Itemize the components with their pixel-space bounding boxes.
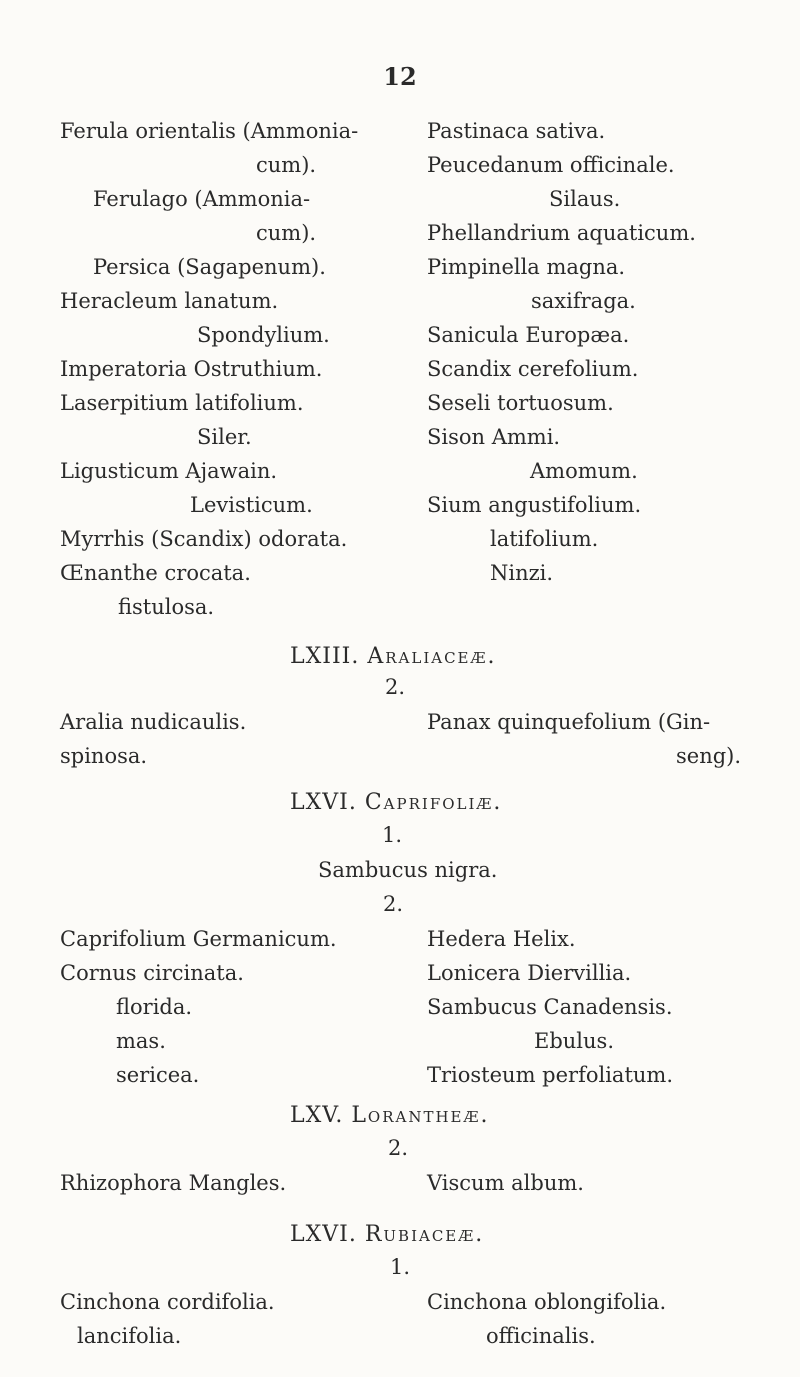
list-item: Sison Ammi. [427, 425, 561, 449]
list-item: Phellandrium aquaticum. [427, 221, 696, 245]
section-name: Rubiaceæ. [364, 1222, 485, 1247]
section-numeral: LXVI. [290, 790, 357, 815]
list-item: fistulosa. [118, 595, 215, 619]
section-name: Araliaceæ. [367, 644, 497, 669]
section-heading-rubiaceae [290, 1222, 484, 1247]
list-item: Sium angustifolium. [427, 493, 642, 517]
page-number: 12 [383, 62, 417, 91]
section-heading-lorantheae [290, 1103, 490, 1128]
subsection-number: 1. [382, 823, 403, 847]
list-item: spinosa. [60, 744, 148, 768]
subsection-number: 2. [388, 1136, 409, 1160]
list-item: Œnanthe crocata. [60, 561, 251, 585]
list-item: Panax quinquefolium (Gin- [427, 710, 711, 734]
list-item: Seseli tortuosum. [427, 391, 614, 415]
list-item: florida. [116, 995, 193, 1019]
list-item: Peucedanum officinale. [427, 153, 675, 177]
list-item: Sanicula Europæa. [427, 323, 630, 347]
list-item: seng). [676, 744, 742, 768]
list-item: Sambucus Canadensis. [427, 995, 673, 1019]
list-item: Levisticum. [190, 493, 313, 517]
list-item: Myrrhis (Scandix) odorata. [60, 527, 348, 551]
subsection-number: 2. [383, 892, 404, 916]
list-item: saxifraga. [531, 289, 636, 313]
list-item: Amomum. [530, 459, 638, 483]
section-numeral: LXV. [290, 1103, 344, 1128]
list-item: Cinchona oblongifolia. [427, 1290, 667, 1314]
list-item: Ninzi. [490, 561, 554, 585]
list-item: latifolium. [490, 527, 599, 551]
list-item: Cornus circinata. [60, 961, 244, 985]
list-item: cum). [256, 153, 317, 177]
list-item: Viscum album. [427, 1171, 584, 1195]
list-item: Imperatoria Ostruthium. [60, 357, 323, 381]
list-item: Sambucus nigra. [318, 858, 498, 882]
section-numeral: LXIII. [290, 644, 360, 669]
list-item: Pimpinella magna. [427, 255, 626, 279]
list-item: mas. [116, 1029, 166, 1053]
section-name: Caprifoliæ. [364, 790, 503, 815]
subsection-number: 2. [385, 675, 406, 699]
list-item: Siler. [197, 425, 252, 449]
section-name: Loranthеæ. [351, 1103, 490, 1128]
subsection-number: 1. [390, 1255, 411, 1279]
list-item: officinalis. [486, 1324, 596, 1348]
list-item: Aralia nudicaulis. [60, 710, 247, 734]
list-item: lancifolia. [77, 1324, 182, 1348]
list-item: Silaus. [549, 187, 621, 211]
list-item: sericea. [116, 1063, 200, 1087]
section-heading-araliaceae [290, 644, 497, 669]
list-item: Rhizophora Mangles. [60, 1171, 287, 1195]
list-item: Lonicera Diervillia. [427, 961, 632, 985]
list-item: cum). [256, 221, 317, 245]
list-item: Cinchona cordifolia. [60, 1290, 275, 1314]
list-item: Scandix cerefolium. [427, 357, 639, 381]
list-item: Triosteum perfoliatum. [427, 1063, 673, 1087]
list-item: Heracleum lanatum. [60, 289, 279, 313]
list-item: Spondylium. [197, 323, 330, 347]
list-item: Hedera Helix. [427, 927, 576, 951]
list-item: Persica (Sagapenum). [93, 255, 326, 279]
list-item: Ferulago (Ammonia- [93, 187, 311, 211]
list-item: Ferula orientalis (Ammonia- [60, 119, 359, 143]
list-item: Laserpitium latifolium. [60, 391, 304, 415]
list-item: Caprifolium Germanicum. [60, 927, 337, 951]
section-numeral: LXVI. [290, 1222, 357, 1247]
list-item: Ebulus. [534, 1029, 614, 1053]
list-item: Pastinaca sativa. [427, 119, 606, 143]
section-heading-caprifoliae [290, 790, 502, 815]
list-item: Ligusticum Ajawain. [60, 459, 278, 483]
